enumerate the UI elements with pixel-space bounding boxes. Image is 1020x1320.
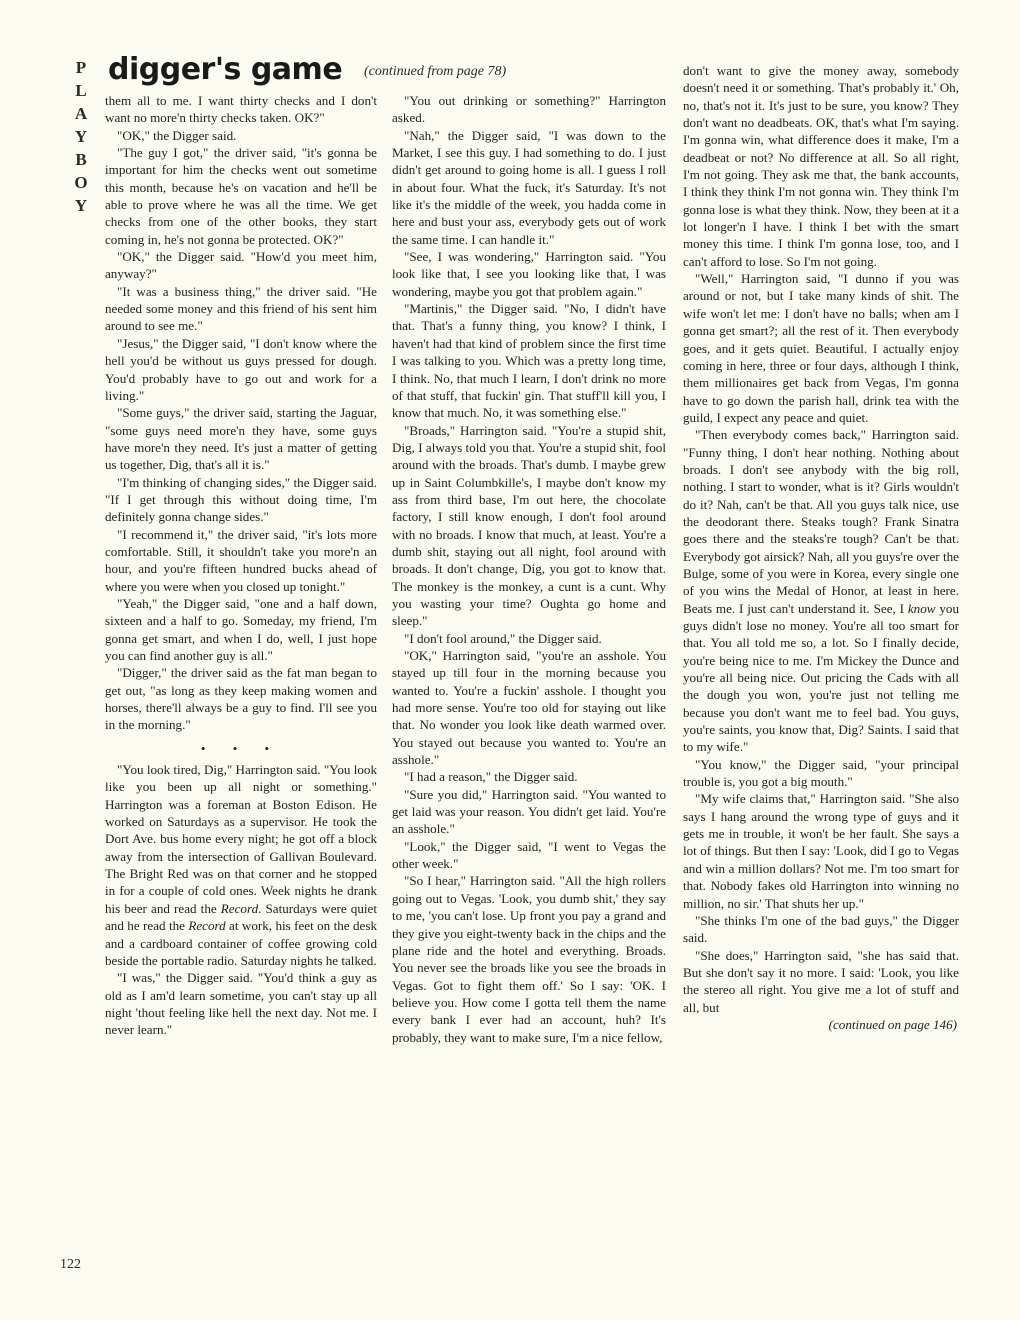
paragraph: "You know," the Digger said, "your principal trouble is, you got a big mouth." xyxy=(683,756,959,790)
paragraph: "I recommend it," the driver said, "it's lots more comfortable. Still, it shouldn't take you more'n an hour, and you're fifteen hundred bucks ahead of where you were when you closed up tonight." xyxy=(105,526,377,594)
paragraph: "She thinks I'm one of the bad guys," the Digger said. xyxy=(683,912,959,946)
paragraph: them all to me. I want thirty checks and I don't want no more'n thirty checks taken. OK?" xyxy=(105,93,377,126)
italic-title: Record xyxy=(220,900,259,916)
magazine-letter: L xyxy=(75,81,87,100)
paragraph: "I'm thinking of changing sides," the Digger said. "If I get through this without doing time, I'm definitely gonna change sides." xyxy=(105,474,377,525)
italic-title: Record xyxy=(188,918,226,934)
paragraph xyxy=(683,426,959,756)
text-column-3 xyxy=(683,62,959,1033)
magazine-letter: B xyxy=(75,150,87,169)
magazine-letter: Y xyxy=(74,196,88,215)
paragraph: "Jesus," the Digger said, "I don't know where the hell you'd be without us guys pressed for dough. You'd probably have to go out and work for a living." xyxy=(105,335,377,403)
paragraph: "See, I was wondering," Harrington said. "You look like that, I see you looking like that, I was wondering, maybe you got that problem again." xyxy=(392,249,666,299)
text-column-1 xyxy=(105,92,377,1039)
paragraph: "Martinis," the Digger said. "No, I didn't have that. That's a funny thing, you know? I think, I haven't had that kind of problem since the first time I was talking to you. Which was a pretty long time, I think. No, that much I learn, I don't drink no more of that stuff, that fuckin' gin. That stuff'll kill you, I know that much. No, it was something else." xyxy=(392,301,666,421)
paragraph xyxy=(105,761,377,969)
text-run: at work, his feet on the desk and a cardboard container of coffee growing cold beside the portable radio. Saturday nights he talked. xyxy=(105,918,377,968)
paragraph: "OK," the Digger said. "How'd you meet him, anyway?" xyxy=(105,249,377,282)
magazine-letter: A xyxy=(74,104,88,123)
paragraph: "OK," the Digger said. xyxy=(117,127,237,143)
paragraph: "Yeah," the Digger said, "one and a half down, sixteen and a half to go. Someday, my friend, I'm gonna get smart, and when I do, well, I just hope you can find another guy is all." xyxy=(105,595,377,663)
text-run: "Then everybody comes back," Harrington said. "Funny thing, I don't hear nothing. Nothing about broads. I don't see anybody with the big roll, nothing. I start to wonder, what is it? Girls wouldn't do it? Nah, can't be that. All you guys talk nice, use the deodorant there. Steaks tough? Frank Sinatra goes there and the steaks're tough? Can't be that. Everybody got airsick? Nah, all you guys're over the Bulge, some of you were in Korea, every single one of you wins the Medal of Honor, at least in here. Beats me. I just can't understand it. See, I xyxy=(683,427,959,616)
paragraph: "It was a business thing," the driver said. "He needed some money and this friend of his sent him around to see me." xyxy=(105,283,377,334)
magazine-letter: O xyxy=(74,173,88,192)
paragraph: "OK," Harrington said, "you're an asshole. You stayed up till four in the morning because you wanted to. You're a fuckin' asshole. I thought you had more sense. You're too old for staying out like that. No wonder you look like death warmed over. You stayed out because you wanted to. You're an asshole." xyxy=(392,648,666,768)
paragraph: "I had a reason," the Digger said. xyxy=(404,769,578,785)
paragraph: "So I hear," Harrington said. "All the high rollers going out to Vegas. 'Look, you dumb shit,' they say to me, 'you can't lose. Up front you pay a grand and they give you eight-twenty back in the chips and the plane ride and the hotel and everything. Broads. You never see the broads like you see the broads in Vegas. Got to fight them off.' So I say: 'OK. I believe you. How come I gotta tell them the name every bank I ever had an account, huh? It's probably, they want to make sure, I'm a nice fellow, xyxy=(392,873,666,1045)
paragraph: "You out drinking or something?" Harrington asked. xyxy=(392,93,666,126)
continued-from-note: (continued from page 78) xyxy=(364,64,507,79)
magazine-name-vertical xyxy=(66,56,96,217)
paragraph: "Nah," the Digger said, "I was down to the Market, I see this guy. I had something to do. I just didn't get around to going home is all. I guess I roll in about four. What the fuck, it's Saturday. It's not like it's the middle of the week, you hadda come in here and bust your ass, everybody gets out of work the same time. I can handle it." xyxy=(392,127,666,247)
magazine-letter: Y xyxy=(74,127,88,146)
paragraph: "Broads," Harrington said. "You're a stupid shit, Dig, I always told you that. You're a stupid shit, fool around with the broads. That's dumb. I maybe grew up in Saint Columbkille's, I maybe don't know my ass from third base, I'm out here, the chocolate factory, I still know enough, I don't fool around with no broads. I know that much, at least. You're a dumb shit, staying out all night, fool around with broads. It don't change, Dig, you got to know that. The monkey is the monkey, a cunt is a cunt. Why you wasting your time? Oughta go home and sleep." xyxy=(392,422,666,629)
paragraph: "The guy I got," the driver said, "it's gonna be important for him the checks went out sometime this month, because he's on vacation and he'll be able to prove where he was all the time. We get checks from one of the other books, they start coming in, he's not gonna be protected. OK?" xyxy=(105,145,377,247)
paragraph: "Some guys," the driver said, starting the Jaguar, "some guys need more'n they have, some guys have more'n they need. It's just a matter of getting us together, Dig, that's all it is." xyxy=(105,405,377,473)
page-number: 122 xyxy=(60,1257,81,1272)
text-column-2 xyxy=(392,92,666,1046)
paragraph: "My wife claims that," Harrington said. "She also says I hang around the wrong type of guys and it gets me in trouble, it won't be her fault. She says a lot of things. But then I say: 'Look, did I go to Vegas and win a million dollars? Not me. I'm too smart for that. Nobody fakes old Harrington into winning no million, no sir.' That shuts her up." xyxy=(683,791,959,911)
section-break: • • • xyxy=(200,740,282,756)
article-headline: digger's game xyxy=(108,52,343,87)
paragraph: "Look," the Digger said, "I went to Vegas the other week." xyxy=(392,838,666,872)
text-run: you guys didn't lose no money. You're all too smart for that. You all told me so, a lot. So I finally decide, you're being nice to me. I'm Mickey the Dunce and you're all being nice. Out pricing the Cads with all the dough you won, you're just not telling me because you don't want me to feel bad. You guys, you're saints, you know that, Dig? Saints. I said that to my wife." xyxy=(683,600,959,755)
paragraph: "I was," the Digger said. "You'd think a guy as old as I am'd learn sometime, you can't stay up all night 'thout feeling like hell the next day. Not me. I never learn." xyxy=(105,970,377,1038)
paragraph: "Well," Harrington said, "I dunno if you was around or not, but I take many kinds of shit. The wife won't let me: I don't have no balls; when am I gonna get smart?; all the rest of it. Then everybody goes, and it gets quiet. Beautiful. I actually enjoy coming in here, three or four days, although I think, them millionaires get back from Vegas, I'm gonna have to go down the parish hall, drink tea with the guild, I expect any peace and quiet. xyxy=(683,271,959,425)
continued-on-note: (continued on page 146) xyxy=(828,1016,957,1032)
paragraph: "Digger," the driver said as the fat man began to get out, "as long as they keep making women and horses, there'll always be a guy to find. I'll see you in the morning." xyxy=(105,665,377,733)
paragraph: "I don't fool around," the Digger said. xyxy=(404,630,602,646)
magazine-letter: P xyxy=(75,58,87,77)
paragraph: "She does," Harrington said, "she has said that. But she don't say it no more. I said: 'Look, you like the stereo all right. You give me a lot of stuff and all, but xyxy=(683,947,959,1015)
text-run: "You look tired, Dig," Harrington said. "You look like you been up all night or something." Harrington was a foreman at Boston Edison. He worked on Saturdays as a supervisor. He took the Dort Ave. bus home every night; he got off a block away from the intersection of Gallivan Boulevard. The Bright Red was on that corner and he stopped in for a couple of cold ones. Week nights he drank his beer and read the xyxy=(105,762,377,916)
italic-word: know xyxy=(907,600,936,616)
text-run: . Saturdays were quiet and he read the xyxy=(105,900,377,934)
paragraph: don't want to give the money away, somebody doesn't need it or something. That's probably it.' Oh, no, that's not it. It's just to be sure, you know? They don't want no deadbeats. OK, that's what I'm saying. I'm gonna win, what difference does it make, I'm a deadbeat or not? No difference at all. So all right, I'm not going. They ask me that, the bank accounts, I think they think I'm not gonna win. They think I'm gonna lose is what they think. Now, they been at it a lot longer'n I have. I think I bet with the smart money this time. I think I'm gonna lose, too, and I can't afford to lose. So I'm not going. xyxy=(683,63,959,269)
paragraph: "Sure you did," Harrington said. "You wanted to get laid was your reason. You didn't get laid. You're an asshole." xyxy=(392,786,666,837)
